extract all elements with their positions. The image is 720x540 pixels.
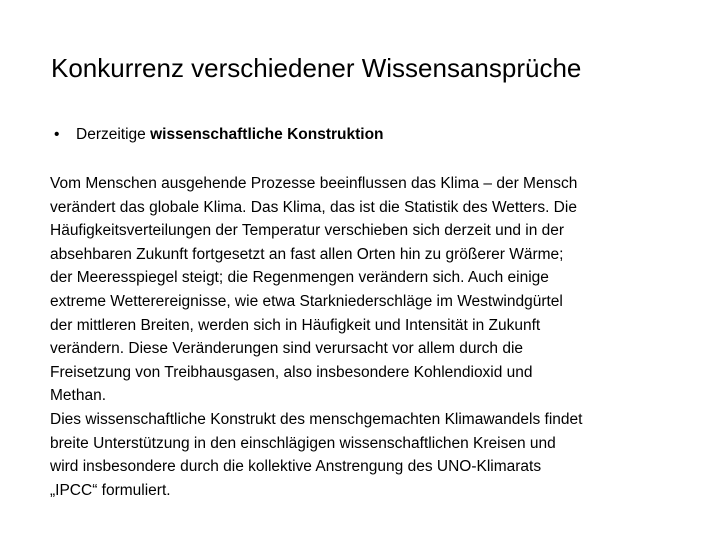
body-paragraph	[50, 172, 700, 502]
body-line: Dies wissenschaftliche Konstrukt des menschgemachten Klimawandels findet	[50, 410, 583, 428]
body-line: Vom Menschen ausgehende Prozesse beeinflussen das Klima – der Mensch	[50, 175, 578, 192]
body-line: wird insbesondere durch die kollektive Anstrengung des UNO-Klimarats	[50, 458, 542, 476]
body-line: Häufigkeitsverteilungen der Temperatur verschieben sich derzeit und in der	[50, 222, 565, 240]
body-line: der Meeresspiegel steigt; die Regenmengen verändern sich. Auch einige	[50, 269, 549, 287]
bullet-prefix: Derzeitige	[76, 126, 151, 143]
bullet-item	[54, 123, 384, 147]
body-line: verändert das globale Klima. Das Klima, das ist die Statistik des Wetters. Die	[50, 198, 577, 216]
bullet-marker: •	[54, 126, 60, 143]
body-line: der mittleren Breiten, werden sich in Häufigkeit und Intensität in Zukunft	[50, 316, 541, 334]
body-line: „IPCC“ formuliert.	[50, 481, 171, 499]
body-line: Freisetzung von Treibhausgasen, also insbesondere Kohlendioxid und	[50, 363, 533, 381]
body-line: extreme Wetterereignisse, wie etwa Starkniederschläge im Westwindgürtel	[50, 292, 563, 310]
body-line: Methan.	[50, 387, 107, 405]
bullet-bold-text: wissenschaftliche Konstruktion	[150, 126, 384, 143]
body-line: absehbaren Zukunft fortgesetzt an fast allen Orten hin zu größerer Wärme;	[50, 245, 564, 263]
body-line: verändern. Diese Veränderungen sind verursacht vor allem durch die	[50, 340, 524, 358]
slide-title: Konkurrenz verschiedener Wissensansprüche	[51, 53, 582, 83]
body-line: breite Unterstützung in den einschlägigen wissenschaftlichen Kreisen und	[50, 434, 556, 452]
